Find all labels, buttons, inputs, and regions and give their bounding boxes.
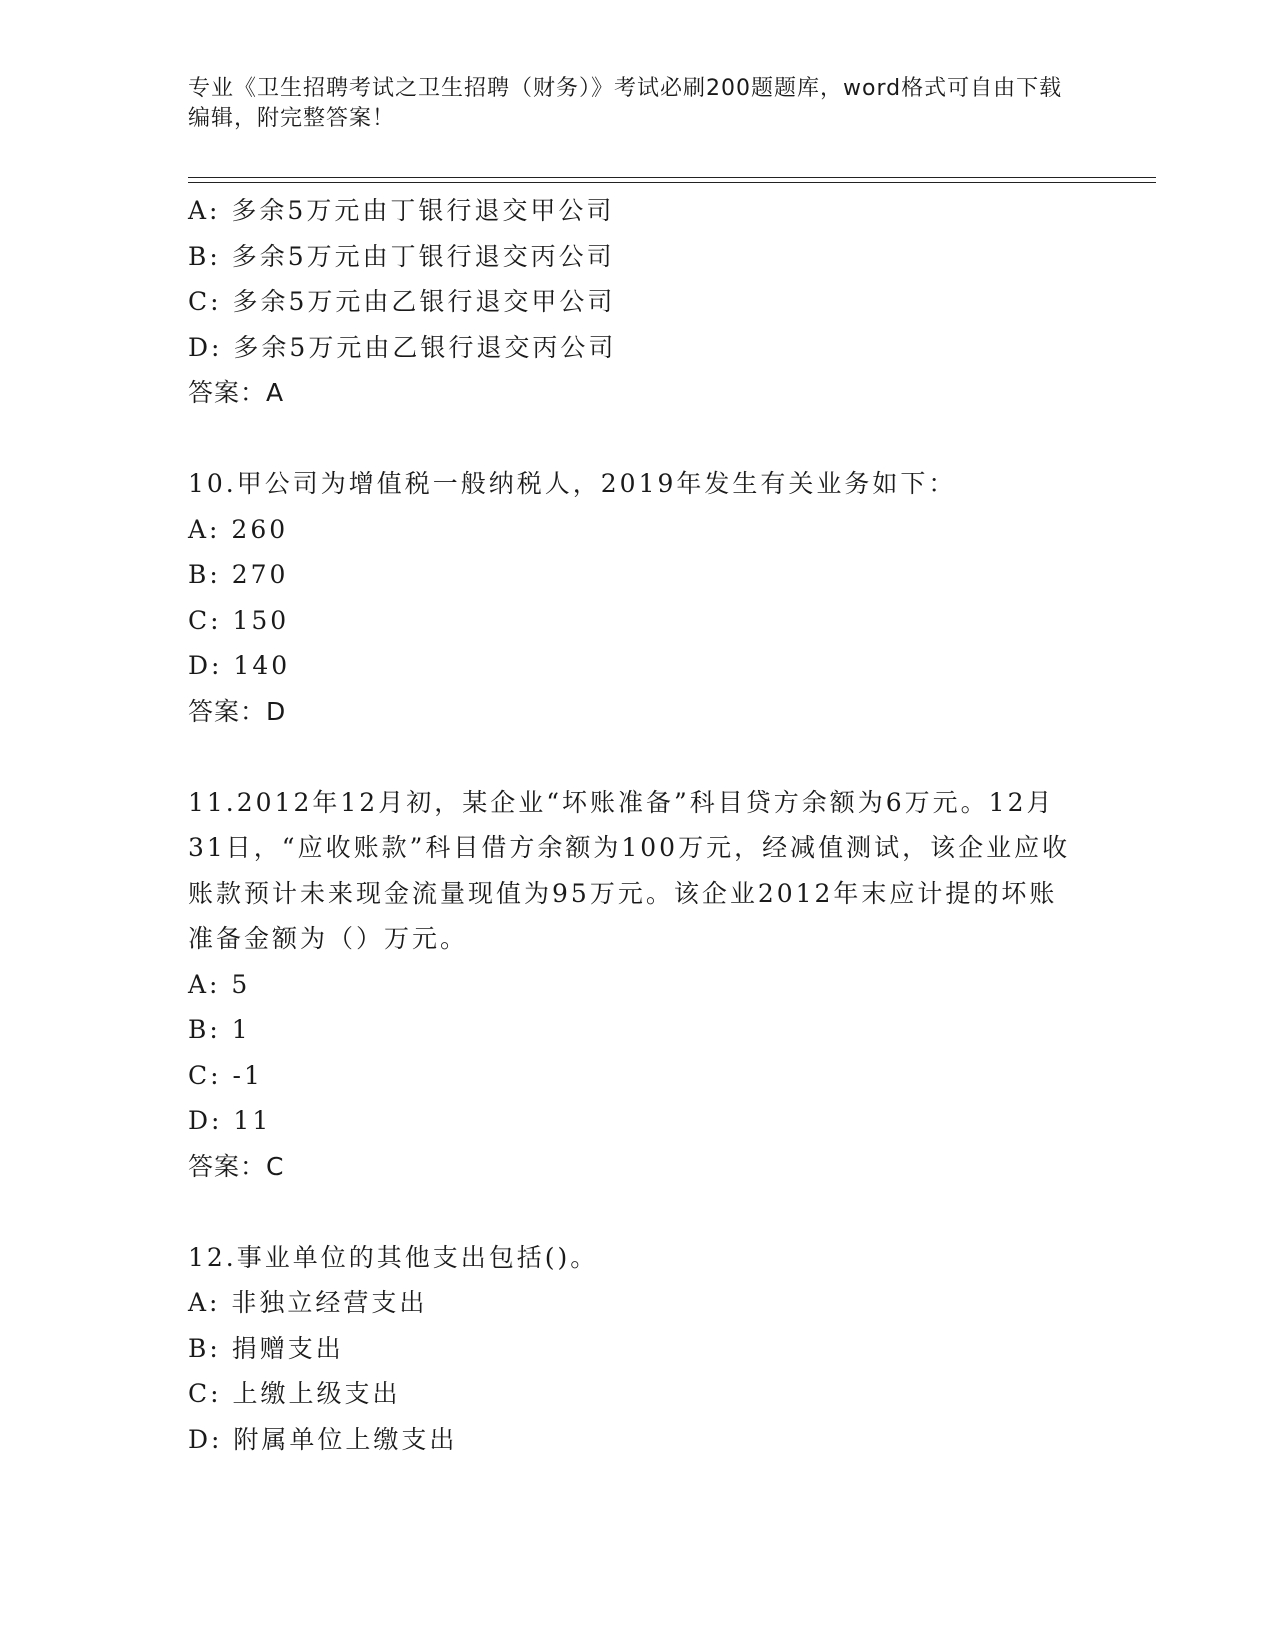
question-12 bbox=[188, 1235, 1088, 1463]
spacer bbox=[188, 734, 1088, 780]
option-d: D: 附属单位上缴支出 bbox=[188, 1424, 458, 1454]
option-d: D: 多余5万元由乙银行退交丙公司 bbox=[188, 332, 617, 362]
option-c: C: 上缴上级支出 bbox=[188, 1379, 401, 1408]
question-11 bbox=[188, 780, 1088, 1190]
spacer bbox=[188, 416, 1088, 462]
header-divider-bottom bbox=[188, 182, 1156, 183]
option-a: A: 多余5万元由丁银行退交甲公司 bbox=[188, 196, 615, 225]
question-content bbox=[188, 188, 1088, 1462]
option-c: C: 150 bbox=[188, 605, 290, 635]
option-b: B: 1 bbox=[188, 1015, 251, 1044]
question-9 bbox=[188, 188, 1088, 416]
option-b: B: 捐赠支出 bbox=[188, 1333, 344, 1363]
option-a: A: 260 bbox=[188, 514, 289, 544]
question-stem: 11.2012年12月初，某企业“坏账准备”科目贷方余额为6万元。12月31日，“应收账款”科目借方余额为100万元，经减值测试，该企业应收账款预计未来现金流量现值为95万元。该企业2012年末应计提的坏账准备金额为（）万元。 bbox=[188, 787, 1071, 953]
question-10 bbox=[188, 461, 1088, 734]
answer-label: 答案：C bbox=[188, 1151, 285, 1181]
spacer bbox=[188, 1189, 1088, 1235]
option-a: A: 非独立经营支出 bbox=[188, 1288, 428, 1317]
option-b: B: 多余5万元由丁银行退交丙公司 bbox=[188, 241, 615, 271]
option-c: C: -1 bbox=[188, 1060, 263, 1090]
option-b: B: 270 bbox=[188, 560, 289, 589]
option-d: D: 140 bbox=[188, 651, 291, 680]
answer-label: 答案：A bbox=[188, 378, 285, 407]
document-header: 专业《卫生招聘考试之卫生招聘（财务）》考试必刷200题题库，word格式可自由下载编辑，附完整答案！ bbox=[188, 76, 1063, 131]
option-d: D: 11 bbox=[188, 1106, 272, 1135]
header-divider-top bbox=[188, 177, 1156, 178]
question-stem: 10.甲公司为增值税一般纳税人，2019年发生有关业务如下： bbox=[188, 469, 957, 498]
question-stem: 12.事业单位的其他支出包括()。 bbox=[188, 1242, 599, 1272]
option-c: C: 多余5万元由乙银行退交甲公司 bbox=[188, 287, 616, 316]
answer-label: 答案：D bbox=[188, 696, 287, 726]
option-a: A: 5 bbox=[188, 969, 251, 999]
